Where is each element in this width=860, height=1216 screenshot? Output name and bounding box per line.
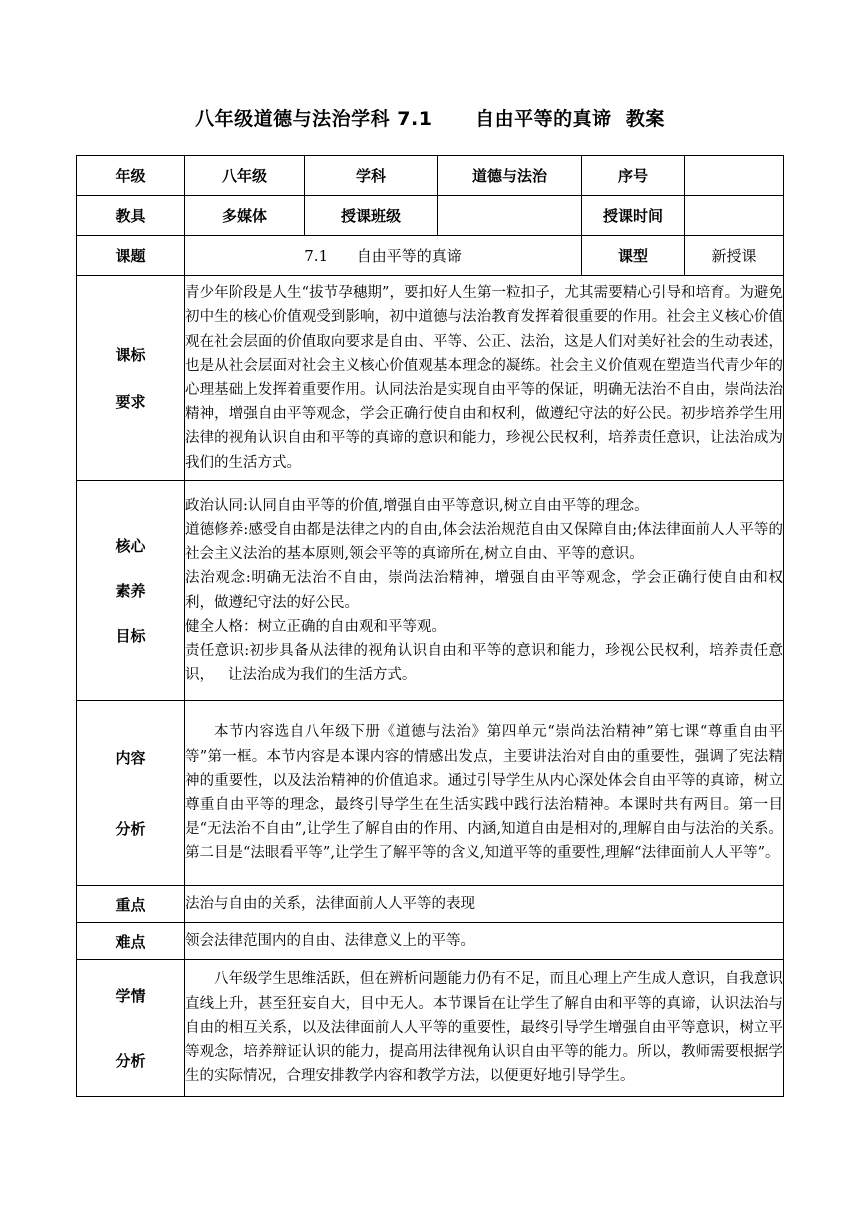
sequence-label: 序号: [582, 156, 685, 196]
sequence-value: [685, 156, 784, 196]
header-row-tools: [77, 196, 784, 236]
content-label-line1: 内容: [115, 749, 146, 767]
core-item: 道德修养:感受自由都是法律之内的自由,体会法治规范自由又保障自由;体法律面前人人平等的社会主义法治的基本原则,领会平等的真谛所在,树立自由、平等的意识。: [185, 521, 783, 563]
tools-label: 教具: [77, 196, 185, 236]
type-value: 新授课: [685, 236, 784, 276]
students-label-line1: 学情: [115, 987, 146, 1005]
content-row: [77, 701, 784, 886]
content-label-line2: 分析: [115, 820, 146, 838]
core-label: [77, 481, 185, 701]
subject-value: 道德与法治: [438, 156, 582, 196]
difficult-point-row: [77, 923, 784, 960]
lesson-plan-table: [76, 155, 784, 1097]
content-label: [77, 701, 185, 886]
key-point-label: 重点: [77, 886, 185, 923]
curriculum-label-line1: 课标: [115, 346, 146, 364]
class-value: [438, 196, 582, 236]
key-point-row: [77, 886, 784, 923]
type-label: 课型: [582, 236, 685, 276]
difficult-point-text: 领会法律范围内的自由、法律意义上的平等。: [185, 923, 784, 960]
core-label-line1: 核心: [115, 537, 146, 555]
header-row-grade: [77, 156, 784, 196]
students-row: [77, 960, 784, 1097]
curriculum-label: [77, 276, 185, 481]
students-label-line2: 分析: [115, 1052, 146, 1070]
core-item: 健全人格：树立正确的自由观和平等观。: [185, 618, 446, 635]
content-text: 本节内容选自八年级下册《道德与法治》第四单元“崇尚法治精神”第七课“尊重自由平等”第一框。本节内容是本课内容的情感出发点，主要讲法治对自由的重要性，强调了宪法精神的重要性，以及法治精神的价值追求。通过引导学生从内心深处体会自由平等的真谛，树立尊重自由平等的理念，最终引导学生在生活实践中践行法治精神。本课时共有两目。第一目是“无法治不自由”,让学生了解自由的作用、内涵,知道自由是相对的,理解自由与法治的关系。第二目是“法眼看平等”,让学生了解平等的含义,知道平等的重要性,理解“法律面前人人平等”。: [185, 701, 784, 886]
core-item: 责任意识:初步具备从法律的视角认识自由和平等的意识和能力，珍视公民权利，培养责任意识， 让法治成为我们的生活方式。: [185, 642, 783, 684]
core-row: [77, 481, 784, 701]
core-text: [185, 481, 784, 701]
curriculum-text: 青少年阶段是人生“拔节孕穗期”，要扣好人生第一粒扣子，尤其需要精心引导和培育。为避免初中生的核心价值观受到影响，初中道德与法治教育发挥着很重要的作用。社会主义核心价值观在社会层面的价值取向要求是自由、平等、公正、法治，这是人们对美好社会的生动表述，也是从社会层面对社会主义核心价值观基本理念的凝练。社会主义价值观在塑造当代青少年的心理基础上发挥着重要作用。认同法治是实现自由平等的保证，明确无法治不自由，崇尚法治精神，增强自由平等观念，学会正确行使自由和权利，做遵纪守法的好公民。初步培养学生用法律的视角认识自由和平等的真谛的意识和能力，珍视公民权利，培养责任意识，让法治成为我们的生活方式。: [185, 276, 784, 481]
core-label-line3: 目标: [115, 627, 146, 645]
students-label: [77, 960, 185, 1097]
time-value: [685, 196, 784, 236]
curriculum-row: [77, 276, 784, 481]
grade-value: 八年级: [185, 156, 305, 196]
time-label: 授课时间: [582, 196, 685, 236]
difficult-point-label: 难点: [77, 923, 185, 960]
header-row-topic: [77, 236, 784, 276]
core-item: 政治认同:认同自由平等的价值,增强自由平等意识,树立自由平等的理念。: [185, 497, 649, 514]
tools-value: 多媒体: [185, 196, 305, 236]
subject-label: 学科: [305, 156, 438, 196]
topic-label: 课题: [77, 236, 185, 276]
topic-value: 7.1 自由平等的真谛: [185, 236, 582, 276]
students-text: 八年级学生思维活跃，但在辨析问题能力仍有不足，而且心理上产生成人意识，自我意识直线上升，甚至狂妄自大，目中无人。本节课旨在让学生了解自由和平等的真谛，认识法治与自由的相互关系，以及法律面前人人平等的重要性，最终引导学生增强自由平等意识，树立平等观念，培养辩证认识的能力，提高用法律视角认识自由平等的能力。所以，教师需要根据学生的实际情况，合理安排教学内容和教学方法，以便更好地引导学生。: [185, 960, 784, 1097]
core-label-line2: 素养: [115, 582, 146, 600]
page-title: 八年级道德与法治学科 7.1 自由平等的真谛 教案: [195, 108, 665, 130]
core-item: 法治观念:明确无法治不自由，崇尚法治精神，增强自由平等观念，学会正确行使自由和权利，做遵纪守法的好公民。: [185, 570, 783, 611]
key-point-text: 法治与自由的关系，法律面前人人平等的表现: [185, 886, 784, 923]
class-label: 授课班级: [305, 196, 438, 236]
grade-label: 年级: [77, 156, 185, 196]
curriculum-label-line2: 要求: [115, 393, 146, 411]
